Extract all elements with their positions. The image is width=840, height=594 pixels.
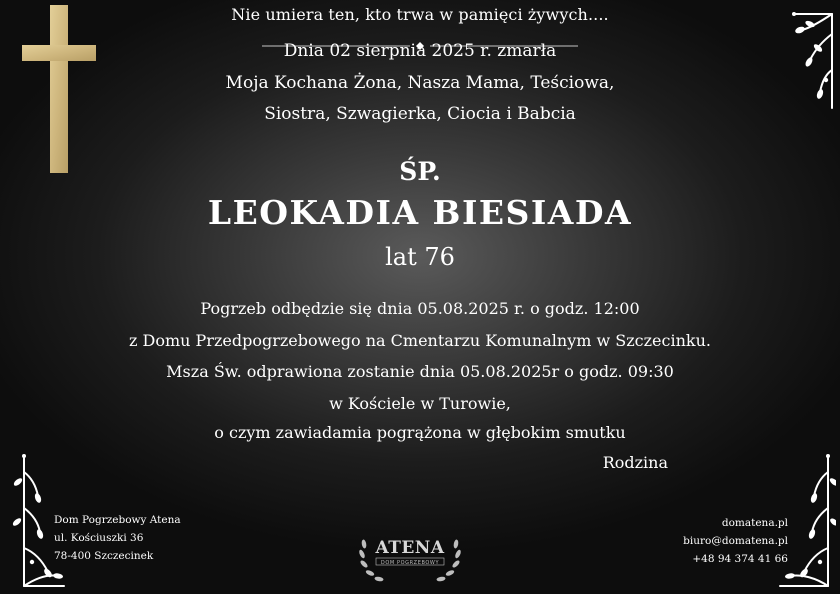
- company-email[interactable]: biuro@domatena.pl: [683, 535, 788, 547]
- floral-corner-top-right-icon: [780, 10, 836, 110]
- family-relations-line-1: Moja Kochana Żona, Nasza Mama, Teściowa,: [225, 73, 615, 93]
- honorific-prefix: ŚP.: [399, 157, 441, 186]
- company-street: ul. Kościuszki 36: [54, 532, 144, 544]
- atena-logo: [352, 528, 468, 588]
- logo-name: ATENA: [375, 538, 445, 558]
- logo-subtitle: DOM POGRZEBOWY: [380, 560, 440, 566]
- company-website[interactable]: domatena.pl: [721, 517, 788, 529]
- funeral-date-line: Pogrzeb odbędzie się dnia 05.08.2025 r. o godz. 12:00: [200, 299, 640, 318]
- notification-line: o czym zawiadamia pogrążona w głębokim smutku: [214, 423, 626, 442]
- mass-date-line: Msza Św. odprawiona zostanie dnia 05.08.2025r o godz. 09:30: [166, 362, 674, 381]
- company-address: [54, 511, 181, 565]
- deceased-age: lat 76: [385, 243, 455, 271]
- company-contact: [683, 514, 788, 568]
- funeral-location-line: z Domu Przedpogrzebowego na Cmentarzu Komunalnym w Szczecinku.: [128, 331, 711, 350]
- death-announcement: Dnia 02 sierpnia 2025 r. zmarła: [283, 41, 557, 61]
- company-city: 78-400 Szczecinek: [54, 550, 154, 562]
- signature: Rodzina: [602, 453, 668, 472]
- deceased-name: LEOKADIA BIESIADA: [207, 193, 633, 232]
- family-relations-line-2: Siostra, Szwagierka, Ciocia i Babcia: [264, 104, 576, 124]
- mass-location-line: w Kościele w Turowie,: [329, 394, 511, 413]
- company-phone: +48 94 374 41 66: [692, 553, 788, 565]
- company-name: Dom Pogrzebowy Atena: [54, 514, 181, 526]
- laurel-wreath-icon: [352, 528, 468, 588]
- motto: Nie umiera ten, kto trwa w pamięci żywych....: [231, 5, 609, 24]
